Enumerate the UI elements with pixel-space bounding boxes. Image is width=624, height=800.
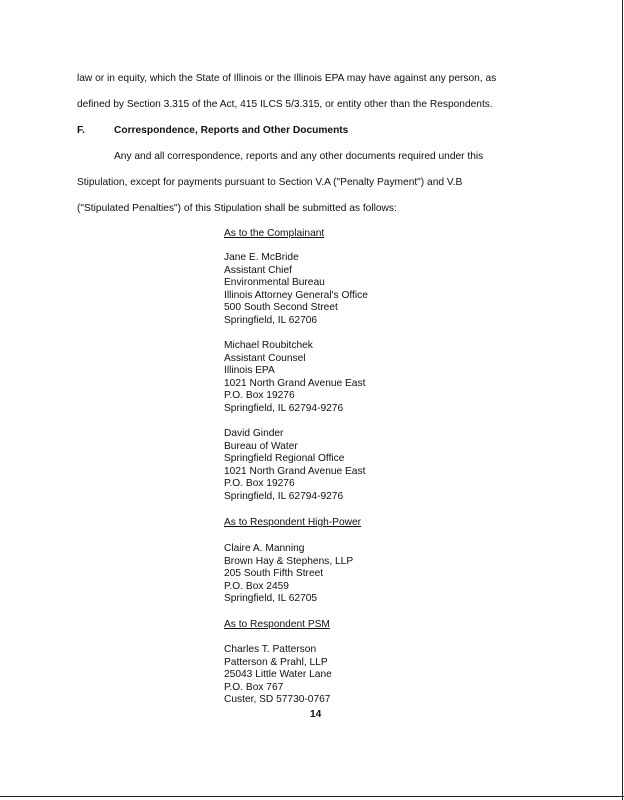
address-block-manning (224, 543, 353, 606)
address-block-roubitchek (224, 340, 365, 416)
section-title: Correspondence, Reports and Other Documents (114, 125, 349, 136)
address-line: 1021 North Grand Avenue East (224, 465, 366, 477)
address-line: 500 South Second Street (224, 302, 338, 314)
paragraph-line: Any and all correspondence, reports and any other documents required under this (114, 151, 484, 162)
address-line: Springfield, IL 62706 (224, 314, 318, 326)
address-line: Illinois Attorney General's Office (224, 289, 368, 301)
psm-heading: As to Respondent PSM (224, 619, 330, 630)
address-line: Illinois EPA (224, 365, 275, 377)
address-line: Springfield Regional Office (224, 453, 345, 465)
address-line: Jane E. McBride (224, 252, 299, 263)
address-line: Bureau of Water (224, 440, 298, 452)
address-line: P.O. Box 19276 (224, 390, 295, 402)
address-line: Assistant Counsel (224, 352, 306, 364)
address-line: P.O. Box 19276 (224, 478, 295, 490)
page-bottom-edge (0, 796, 624, 797)
address-line: P.O. Box 767 (224, 681, 284, 693)
page-right-edge (622, 0, 623, 800)
address-line: Charles T. Patterson (224, 644, 317, 655)
address-block-mcbride (224, 252, 368, 328)
paragraph-line: Stipulation, except for payments pursuant to Section V.A ("Penalty Payment") and V.B (77, 177, 463, 188)
address-line: Springfield, IL 62794-9276 (224, 490, 344, 502)
paragraph-line: ("Stipulated Penalties") of this Stipulation shall be submitted as follows: (77, 203, 397, 214)
address-line: 25043 Little Water Lane (224, 669, 332, 681)
address-line: Environmental Bureau (224, 277, 325, 289)
page-number: 14 (310, 709, 322, 720)
section-label: F. (77, 125, 85, 136)
address-line: Springfield, IL 62705 (224, 593, 318, 605)
address-line: Assistant Chief (224, 264, 292, 276)
address-line: Brown Hay & Stephens, LLP (224, 555, 354, 567)
address-block-patterson (224, 644, 332, 707)
address-line: Michael Roubitchek (224, 340, 313, 351)
address-line: Springfield, IL 62794-9276 (224, 402, 344, 414)
highpower-heading: As to Respondent High-Power (224, 517, 362, 528)
paragraph-line: law or in equity, which the State of Illinois or the Illinois EPA may have against any person, as (77, 73, 497, 84)
address-line: Claire A. Manning (224, 543, 305, 554)
address-line: 1021 North Grand Avenue East (224, 377, 366, 389)
paragraph-line: defined by Section 3.315 of the Act, 415 ILCS 5/3.315, or entity other than the Respondents. (77, 99, 493, 110)
address-line: 205 South Fifth Street (224, 568, 324, 580)
address-line: Custer, SD 57730-0767 (224, 694, 331, 706)
address-line: David Ginder (224, 428, 284, 439)
address-block-ginder (224, 428, 365, 504)
address-line: P.O. Box 2459 (224, 580, 289, 592)
address-line: Patterson & Prahl, LLP (224, 656, 328, 668)
complainant-heading: As to the Complainant (224, 228, 325, 239)
